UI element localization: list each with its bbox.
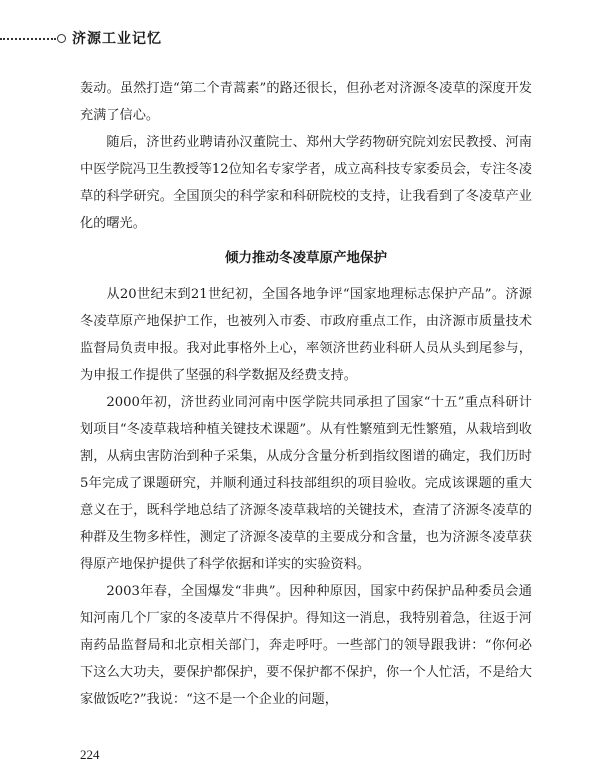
paragraph: 2003年春，全国爆发“非典”。因种种原因，国家中药保护品种委员会通知河南几个厂家的冬凌草片不得保护。得知这一消息，我特别着急，往返于河南药品监督局和北京相关部门，奔走呼吁。一些部门的领导跟我讲：“你何必下这么大功夫，要保护都保护，要不保护都不保护，你一个人忙活，不是给大家做饭吃?”我说：“这不是一个企业的问题， — [80, 584, 532, 707]
page-number: 224 — [80, 747, 100, 762]
body-text — [80, 75, 532, 713]
dotted-rule — [0, 38, 56, 40]
paragraph: 随后，济世药业聘请孙汉董院士、郑州大学药物研究院刘宏民教授、河南中医学院冯卫生教授等12位知名专家学者，成立高科技专家委员会，专注冬凌草的科学研究。全国顶尖的科学家和科研院校的支持，让我看到了冬凌草产业化的曙光。 — [80, 135, 532, 231]
paragraph: 2000年初，济世药业同河南中医学院共同承担了国家“十五”重点科研计划项目“冬凌草栽培种植关键技术课题”。从有性繁殖到无性繁殖，从栽培到收割，从病虫害防治到种子采集，从成分含量分析到指纹图谱的确定，我们历时5年完成了课题研究，并顺利通过科技部组织的项目验收。完成该课题的重大意义在于，既科学地总结了济源冬凌草栽培的关键技术，查清了济源冬凌草的种群及生物多样性，测定了济源冬凌草的主要成分和含量，也为济源冬凌草获得原产地保护提供了科学依据和详实的实验资料。 — [80, 395, 532, 572]
circle-ornament-icon — [57, 34, 66, 43]
paragraph: 从20世纪末到21世纪初，全国各地争评“国家地理标志保护产品”。济源冬凌草原产地保护工作，也被列入市委、市政府重点工作，由济源市质量技术监督局负责申报。我对此事格外上心，率领济世药业科研人员从头到尾参与，为申报工作提供了坚强的科学数据及经费支持。 — [80, 287, 532, 383]
running-title: 济源工业记忆 — [72, 31, 162, 47]
running-header — [0, 30, 600, 48]
paragraph: 轰动。虽然打造“第二个青蒿素”的路还很长，但孙老对济源冬凌草的深度开发充满了信心。 — [80, 81, 532, 123]
section-heading: 倾力推动冬凌草原产地保护 — [225, 250, 387, 266]
